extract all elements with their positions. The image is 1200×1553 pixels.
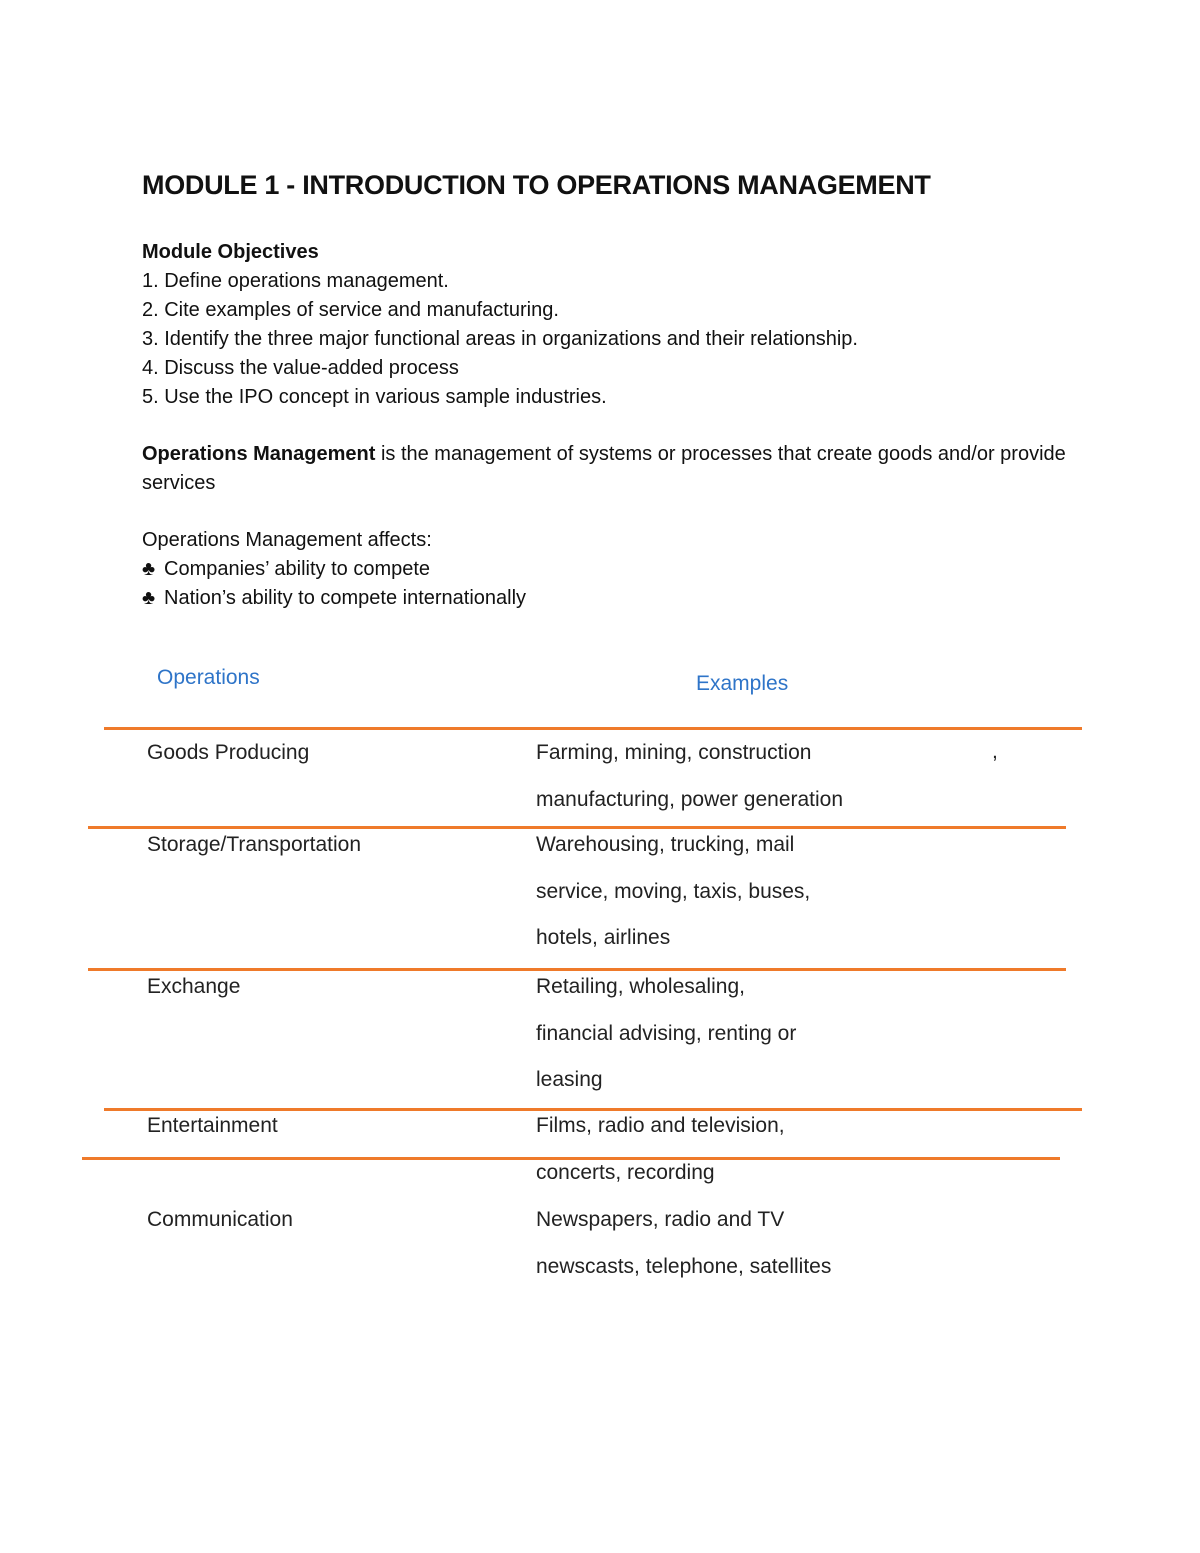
affects-item [142,555,526,584]
operation-cell: Goods Producing [147,741,310,764]
affects-item [142,584,526,613]
definition-text: is the management of systems or processes that create goods and/or provide services [142,443,1066,494]
affects-item-text: Companies’ ability to compete [164,558,431,580]
om-definition [142,440,1072,498]
objective-item: 3. Identify the three major functional areas in organizations and their relationship. [142,328,858,350]
page-title: MODULE 1 - INTRODUCTION TO OPERATIONS MANAGEMENT [142,170,931,200]
objective-item: 5. Use the IPO concept in various sample industries. [142,386,607,408]
operation-cell: Entertainment [147,1114,278,1137]
example-line: concerts, recording [536,1160,715,1184]
club-bullet-icon: ♣ [142,587,156,609]
examples-cell [536,1103,785,1196]
example-line: Farming, mining, construction [536,741,812,764]
operation-cell: Storage/Transportation [147,833,362,856]
objective-item: 4. Discuss the value-added process [142,357,459,379]
objective-item: 2. Cite examples of service and manufacturing. [142,299,559,321]
header-operations: Operations [157,666,260,689]
examples-cell [536,1197,831,1290]
examples-cell [536,822,810,962]
example-line: newscasts, telephone, satellites [536,1254,832,1278]
table-rule [82,1157,1060,1160]
header-examples: Examples [696,672,789,695]
om-affects [142,526,526,613]
objectives-heading: Module Objectives [142,241,319,263]
example-line: Newspapers, radio and TV [536,1208,785,1231]
example-line: service, moving, taxis, buses, [536,879,811,903]
example-line: financial advising, renting or [536,1021,797,1045]
example-line: Warehousing, trucking, mail [536,833,795,856]
stray-comma: , [992,740,998,763]
example-line: Retailing, wholesaling, [536,975,745,998]
affects-item-text: Nation’s ability to compete internationally [164,587,527,609]
example-line: leasing [536,1068,603,1091]
club-bullet-icon: ♣ [142,558,156,580]
definition-term: Operations Management [142,443,376,465]
operation-cell: Exchange [147,975,241,998]
example-line: hotels, airlines [536,926,671,949]
example-line: Films, radio and television, [536,1114,785,1137]
example-line: manufacturing, power generation [536,787,844,811]
examples-cell [536,730,843,823]
objective-item: 1. Define operations management. [142,270,449,292]
affects-heading: Operations Management affects: [142,529,432,551]
examples-cell [536,964,796,1104]
module-objectives [142,238,858,412]
operation-cell: Communication [147,1208,293,1231]
